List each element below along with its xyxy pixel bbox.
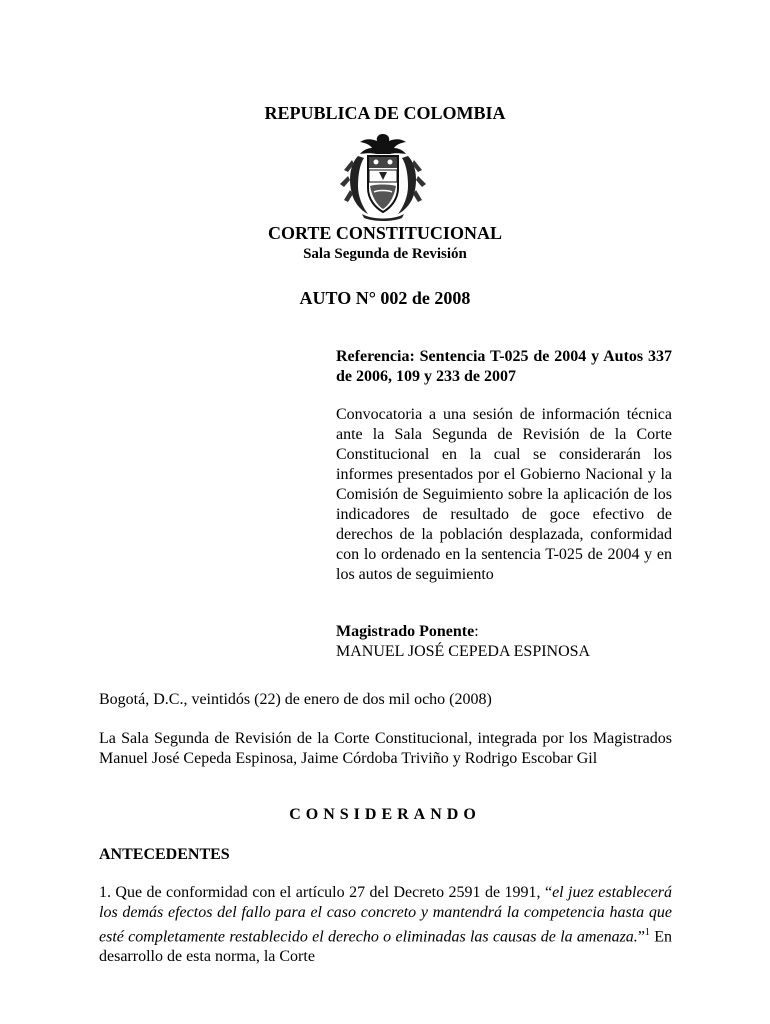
coat-of-arms-seal — [332, 130, 434, 222]
magistrate-label-line — [336, 622, 672, 642]
convocation-summary: Convocatoria a una sesión de información técnica ante la Sala Segunda de Revisión de la Corte Constitucional en la cual se considerarán los informes presentados por el Gobierno Nacional y la Comisión de Seguimiento sobre la aplicación de los indicadores de resultado de goce efectivo de derechos de la población desplazada, conformidad con lo ordenado en la sentencia T-025 de 2004 y en los autos de seguimiento — [336, 406, 672, 583]
paragraph-1-rest: En desarrollo de esta norma, la Corte — [99, 928, 672, 966]
antecedentes-heading: ANTECEDENTES — [99, 846, 230, 863]
intro-paragraph: La Sala Segunda de Revisión de la Corte Constitucional, integrada por los Magistrados Manuel José Cepeda Espinosa, Jaime Córdoba Triviño y Rodrigo Escobar Gil — [99, 730, 672, 767]
footnote-marker[interactable]: 1 — [644, 927, 650, 938]
considerando-heading: CONSIDERANDO — [289, 806, 481, 823]
location-date: Bogotá, D.C., veintidós (22) de enero de dos mil ocho (2008) — [99, 691, 492, 708]
court-heading: CORTE CONSTITUCIONAL — [268, 223, 502, 243]
magistrate-label: Magistrado Ponente — [336, 623, 475, 640]
country-heading: REPUBLICA DE COLOMBIA — [264, 103, 506, 123]
paragraph-1-start: 1. Que de conformidad con el artículo 27 del Decreto 2591 de 1991, “ — [99, 884, 553, 901]
reference-block: Referencia: Sentencia T-025 de 2004 y Autos 337 de 2006, 109 y 233 de 2007 — [336, 348, 672, 385]
paragraph-1-close-quote: ” — [637, 928, 645, 946]
magistrate-name: MANUEL JOSÉ CEPEDA ESPINOSA — [336, 643, 591, 660]
magistrate-block — [336, 622, 672, 662]
auto-number-heading: AUTO N° 002 de 2008 — [299, 288, 471, 308]
paragraph-1 — [99, 883, 672, 967]
paragraph-1-quote: el juez establecerá los demás efectos del fallo para el caso concreto y mantendrá la competencia hasta que esté completamente restablecido el derecho o eliminadas las causas de la amenaza. — [99, 884, 673, 946]
chamber-heading: Sala Segunda de Revisión — [303, 246, 467, 262]
magistrate-label-colon: : — [474, 623, 479, 640]
